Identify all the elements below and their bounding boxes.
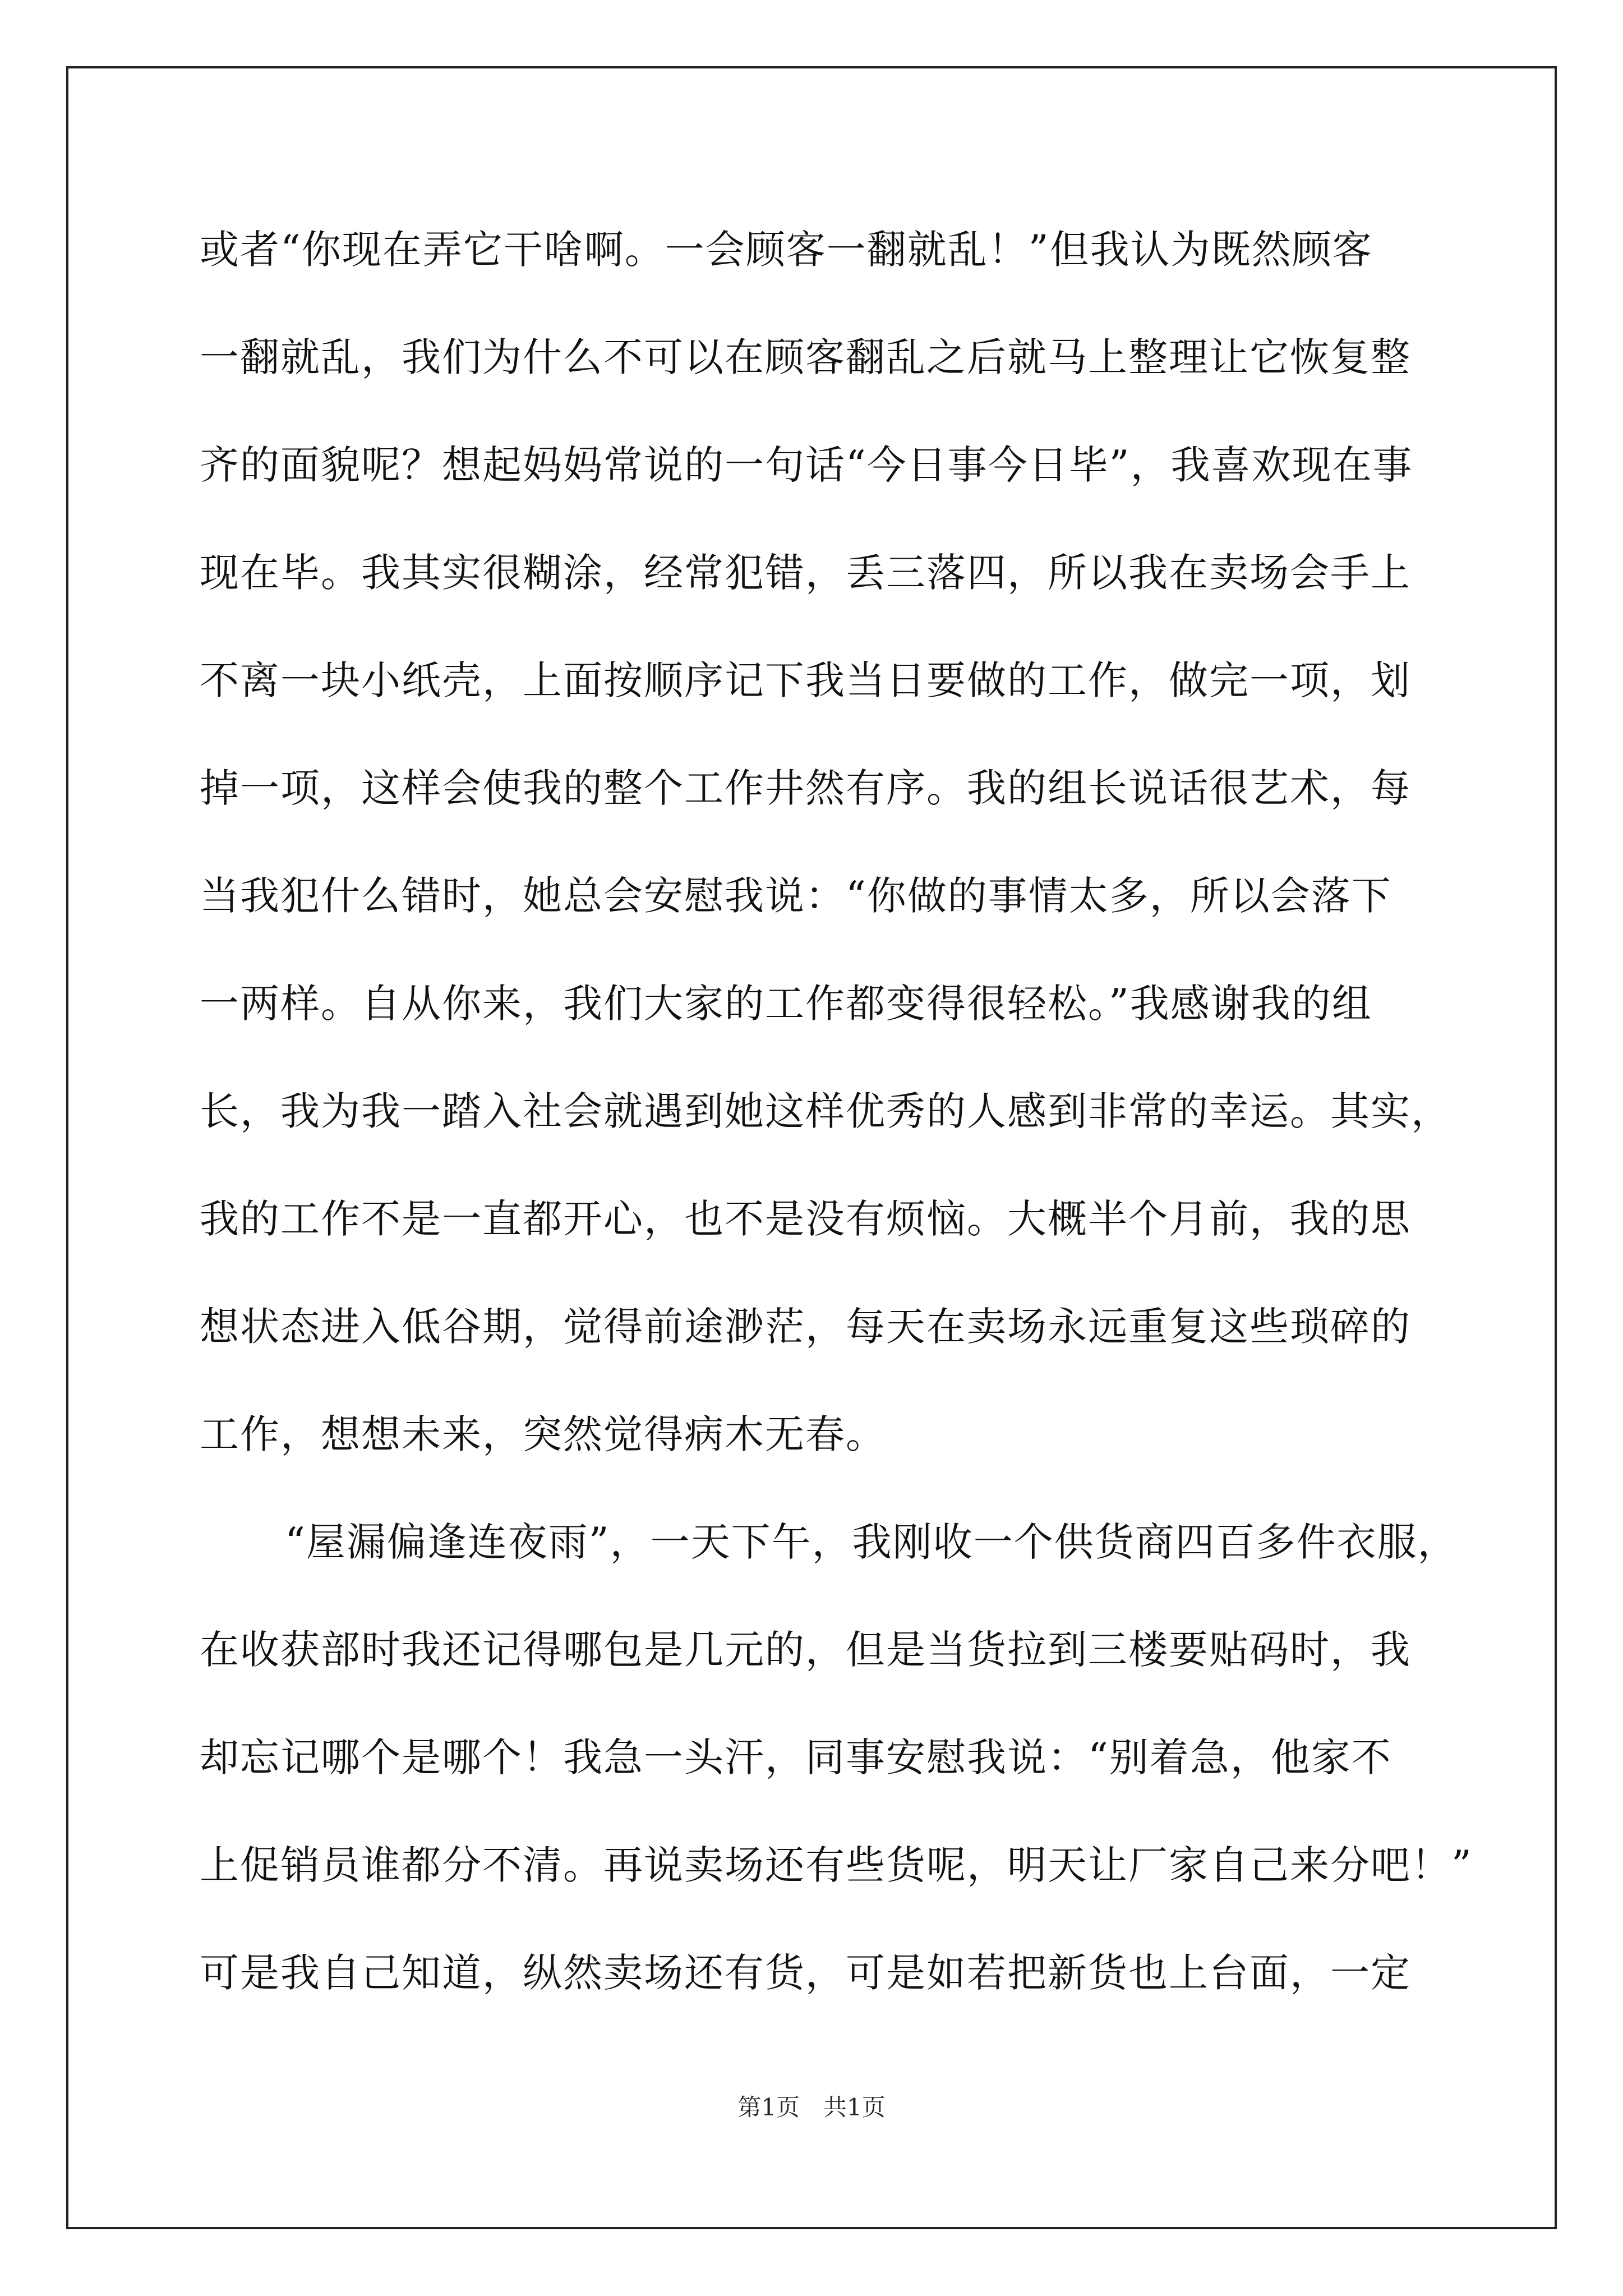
- paragraph-start-line: “屋漏偏逢连夜雨”，一天下午，我刚收一个供货商四百多件衣服，: [285, 1519, 1458, 1565]
- text-line: 当我犯什么错时，她总会安慰我说：“你做的事情太多，所以会落下: [200, 873, 1392, 919]
- text-line: 想状态进入低谷期，觉得前途渺茫，每天在卖场永远重复这些琐碎的: [200, 1304, 1411, 1350]
- text-line: 现在毕。我其实很糊涂，经常犯错，丢三落四，所以我在卖场会手上: [200, 550, 1411, 596]
- text-line: 在收获部时我还记得哪包是几元的，但是当货拉到三楼要贴码时，我: [200, 1627, 1411, 1673]
- text-line: 可是我自己知道，纵然卖场还有货，可是如若把新货也上台面，一定: [200, 1950, 1411, 1996]
- text-line: 一翻就乱，我们为什么不可以在顾客翻乱之后就马上整理让它恢复整: [200, 334, 1411, 380]
- document-body: [200, 216, 1473, 2047]
- page-number-footer: 第1页 共1页: [737, 2093, 886, 2121]
- text-line: 工作，想想未来，突然觉得病木无春。: [200, 1411, 886, 1457]
- text-line: 我的工作不是一直都开心，也不是没有烦恼。大概半个月前，我的思: [200, 1196, 1411, 1242]
- text-line: 长，我为我一踏入社会就遇到她这样优秀的人感到非常的幸运。其实，: [200, 1088, 1451, 1134]
- text-line: 却忘记哪个是哪个！我急一头汗，同事安慰我说：“别着急，他家不: [200, 1734, 1392, 1780]
- text-line: 或者“你现在弄它干啥啊。一会顾客一翻就乱！”但我认为既然顾客: [200, 227, 1373, 273]
- text-line: 掉一项，这样会使我的整个工作井然有序。我的组长说话很艺术，每: [200, 765, 1411, 811]
- text-line: 齐的面貌呢？想起妈妈常说的一句话“今日事今日毕”，我喜欢现在事: [200, 442, 1413, 488]
- text-line: 上促销员谁都分不清。再说卖场还有些货呢，明天让厂家自己来分吧！”: [200, 1842, 1473, 1888]
- text-line: 不离一块小纸壳，上面按顺序记下我当日要做的工作，做完一项，划: [200, 657, 1411, 703]
- text-line: 一两样。自从你来，我们大家的工作都变得很轻松。”我感谢我的组: [200, 981, 1372, 1027]
